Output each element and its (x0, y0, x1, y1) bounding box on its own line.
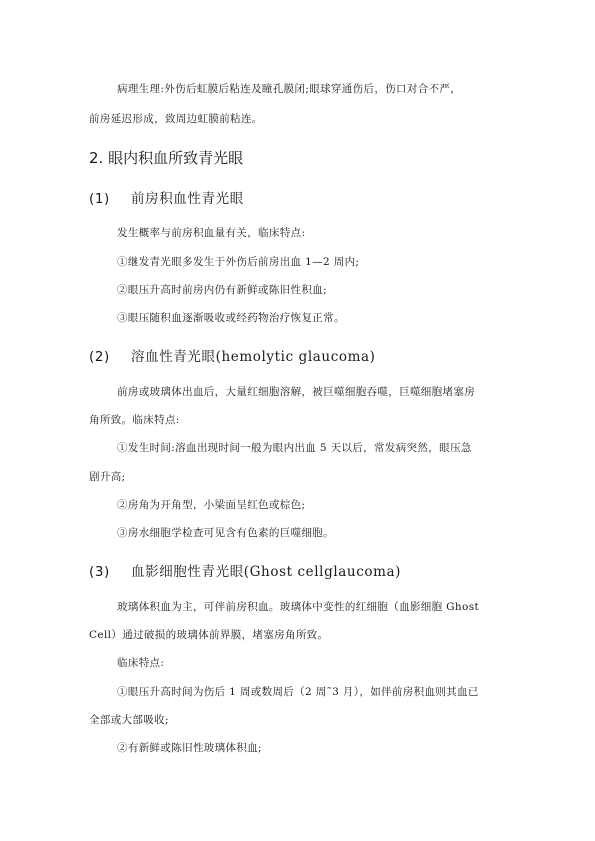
list-item: ②眼压升高时前房内仍有新鲜或陈旧性积血; (117, 284, 328, 296)
list-item: ③眼压随积血逐渐吸收或经药物治疗恢复正常。 (117, 312, 345, 324)
subsection-heading-2 (89, 345, 376, 365)
list-item: ①发生时间:溶血出现时间一般为眼内出血 5 天以后，常发病突然，眼压急 (117, 442, 472, 454)
paragraph-sub3-intro-line2: Cell）通过破损的玻璃体前界膜，堵塞房角所致。 (89, 629, 329, 641)
list-item: ②房角为开角型，小梁面呈红色或棕色; (117, 499, 306, 511)
section-heading: 2. 眼内积血所致青光眼 (89, 149, 244, 167)
list-item: ①眼压升高时间为伤后 1 周或数周后（2 周˜3 月），如伴前房积血则其血已 (117, 686, 479, 698)
clinical-features-label: 临床特点: (117, 657, 165, 669)
paragraph-sub1-intro: 发生概率与前房积血量有关，临床特点: (117, 227, 306, 239)
paragraph-sub3-intro-line1: 玻璃体积血为主，可伴前房积血。玻璃体中变性的红细胞（血影细胞 Ghost (117, 601, 480, 613)
subsection-heading-3 (89, 560, 401, 580)
paragraph-pathophysiology-line2: 前房延迟形成，致周边虹膜前粘连。 (89, 113, 263, 125)
paragraph-pathophysiology-line1: 病理生理:外伤后虹膜后粘连及瞳孔膜闭;眼球穿通伤后，伤口对合不严， (117, 83, 462, 95)
subsection-number: (1) (89, 191, 110, 207)
subsection-title: 前房积血性青光眼 (131, 191, 244, 207)
list-item: ①继发青光眼多发生于外伤后前房出血 1—2 周内; (117, 256, 360, 268)
list-item: ③房水细胞学检查可见含有色素的巨噬细胞。 (117, 527, 334, 539)
list-item: ②有新鲜或陈旧性玻璃体积血; (117, 742, 262, 754)
subsection-number: (3) (89, 564, 110, 580)
subsection-number: (2) (89, 349, 110, 365)
paragraph-sub2-intro-line2: 角所致。临床特点: (89, 414, 180, 426)
paragraph-sub2-intro-line1: 前房或玻璃体出血后，大量红细胞溶解，被巨噬细胞吞噬，巨噬细胞堵塞房 (117, 386, 476, 398)
subsection-heading-1 (89, 187, 244, 207)
list-item-continuation: 剧升高; (89, 471, 126, 483)
subsection-title: 血影细胞性青光眼(Ghost cellglaucoma) (131, 564, 402, 580)
list-item-continuation: 全部或大部吸收; (89, 714, 169, 726)
subsection-title: 溶血性青光眼(hemolytic glaucoma) (131, 349, 376, 365)
